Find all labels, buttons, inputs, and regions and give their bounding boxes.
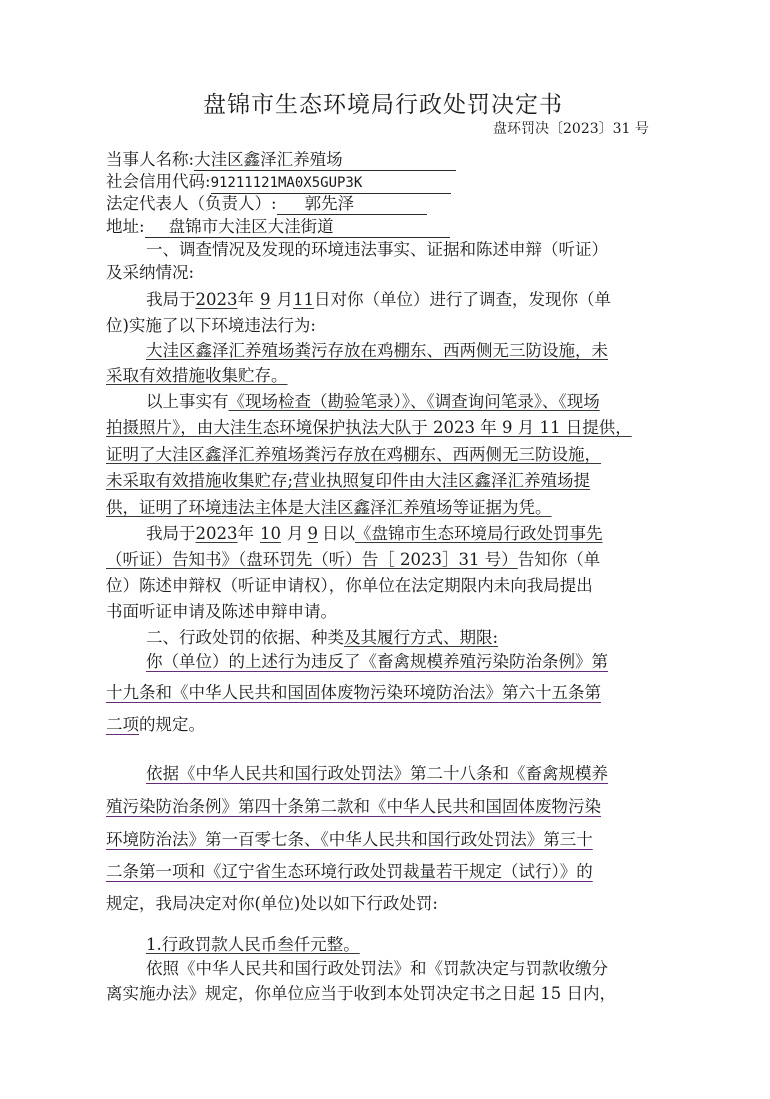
text-segment: 年 xyxy=(237,524,254,543)
text-segment: 我局于 xyxy=(146,290,196,309)
text-segment: 日以 xyxy=(322,524,355,543)
penalty-basis-line3: 环境防治法》第一百零七条、《中华人民共和国行政处罚法》第三十 xyxy=(106,830,593,849)
text-segment: 二、行政处罚的依据、种类 xyxy=(146,628,344,647)
evidence-list: 《现场检查（勘验笔录）》、《调查询问笔录》、《现场 xyxy=(228,392,600,411)
investigation-month: 9 xyxy=(260,290,271,309)
text-segment: 我局于 xyxy=(146,524,196,543)
notice-document-cont: （听证）告知书》（盘环罚先（听）告［ 2023］31 号） xyxy=(106,550,518,569)
section2-heading-underlined: 及其履行方式、期限: xyxy=(344,628,499,647)
text-segment: 的规定。 xyxy=(139,715,205,734)
credit-code-label: 社会信用代码: xyxy=(106,172,211,191)
section1-heading-line1: 一、调查情况及发现的环境违法事实、证据和陈述申辩（听证） xyxy=(146,240,608,259)
text-segment: 以上事实有 xyxy=(146,392,229,411)
document-number: 盘环罚决〔2023〕31 号 xyxy=(493,121,649,137)
investigation-line2: 位)实施了以下环境违法行为: xyxy=(106,316,316,335)
penalty-item-1: 1.行政罚款人民币叁仟元整。 xyxy=(146,935,360,954)
text-segment: 告知你（单 xyxy=(517,550,601,569)
violation-line2: 采取有效措施收集贮存。 xyxy=(106,366,288,385)
violation-line1: 大洼区鑫泽汇养殖场粪污存放在鸡棚东、西两侧无三防设施，未 xyxy=(146,341,608,360)
basis-line1: 你（单位）的上述行为违反了《畜禽规模养殖污染防治条例》第 xyxy=(146,652,608,671)
payment-line1: 依照《中华人民共和国行政处罚法》和《罚款决定与罚款收缴分 xyxy=(146,959,608,978)
investigation-day: 11 xyxy=(293,290,314,309)
section2-heading xyxy=(146,624,498,648)
credit-code-value: 91211121MA0X5GUP3K xyxy=(211,173,451,194)
legal-rep-value: 郭先泽 xyxy=(277,194,427,215)
notice-document: 《盘锦市生态环境局行政处罚事先 xyxy=(355,524,603,543)
penalty-basis-line4: 二条第一项和《辽宁省生态环境行政处罚裁量若干规定（试行）》的 xyxy=(106,862,593,881)
party-name-value: 大洼区鑫泽汇养殖场 xyxy=(194,150,456,171)
investigation-line1 xyxy=(146,286,611,310)
evidence-line5: 供，证明了环境违法主体是大洼区鑫泽汇养殖场等证据为凭。 xyxy=(106,498,552,517)
notice-day: 9 xyxy=(307,524,318,543)
payment-line2: 离实施办法》规定，你单位应当于收到本处罚决定书之日起 15 日内， xyxy=(106,984,616,1003)
notice-month: 10 xyxy=(260,524,281,543)
notice-line1 xyxy=(146,520,603,544)
text-segment: 日对你（单位）进行了调查，发现你（单 xyxy=(314,290,611,309)
section1-heading-line2: 及采纳情况: xyxy=(106,263,195,282)
document-title: 盘锦市生态环境局行政处罚决定书 xyxy=(203,92,563,118)
address-label: 地址: xyxy=(106,217,145,236)
evidence-line1 xyxy=(146,388,600,412)
text-segment: 年 xyxy=(237,290,254,309)
investigation-year: 2023 xyxy=(195,290,238,309)
notice-year: 2023 xyxy=(195,524,238,543)
evidence-line3: 证明了大洼区鑫泽汇养殖场粪污存放在鸡棚东、西两侧无三防设施， xyxy=(106,445,601,464)
evidence-line2: 拍摄照片》，由大洼生态环境保护执法大队于 2023 年 9 月 11 日提供， xyxy=(106,418,632,437)
penalty-basis-line1: 依据《中华人民共和国行政处罚法》第二十八条和《畜禽规模养 xyxy=(146,764,608,783)
notice-line4: 书面听证申请及陈述申辩申请。 xyxy=(106,602,337,621)
notice-line2 xyxy=(106,546,600,570)
basis-line2: 十九条和《中华人民共和国固体废物污染环境防治法》第六十五条第 xyxy=(106,683,601,702)
penalty-basis-line5: 规定，我局决定对你(单位)处以如下行政处罚: xyxy=(106,894,438,913)
evidence-line4: 未采取有效措施收集贮存;营业执照复印件由大洼区鑫泽汇养殖场提 xyxy=(106,471,591,490)
party-name-label: 当事人名称: xyxy=(106,150,195,169)
notice-line3: 位）陈述申辩权（听证申请权），你单位在法定期限内未向我局提出 xyxy=(106,576,593,595)
text-segment: 月 xyxy=(287,524,304,543)
address-row xyxy=(106,213,450,238)
legal-rep-label: 法定代表人（负责人）: xyxy=(106,194,277,213)
address-value: 盘锦市大洼区大洼街道 xyxy=(145,217,450,238)
penalty-basis-line2: 殖污染防治条例》第四十条第二款和《中华人民共和国固体废物污染 xyxy=(106,797,601,816)
legal-rep-row xyxy=(106,190,427,215)
basis-item: 二项 xyxy=(106,715,139,734)
text-segment: 月 xyxy=(276,290,293,309)
basis-line3 xyxy=(106,711,205,735)
